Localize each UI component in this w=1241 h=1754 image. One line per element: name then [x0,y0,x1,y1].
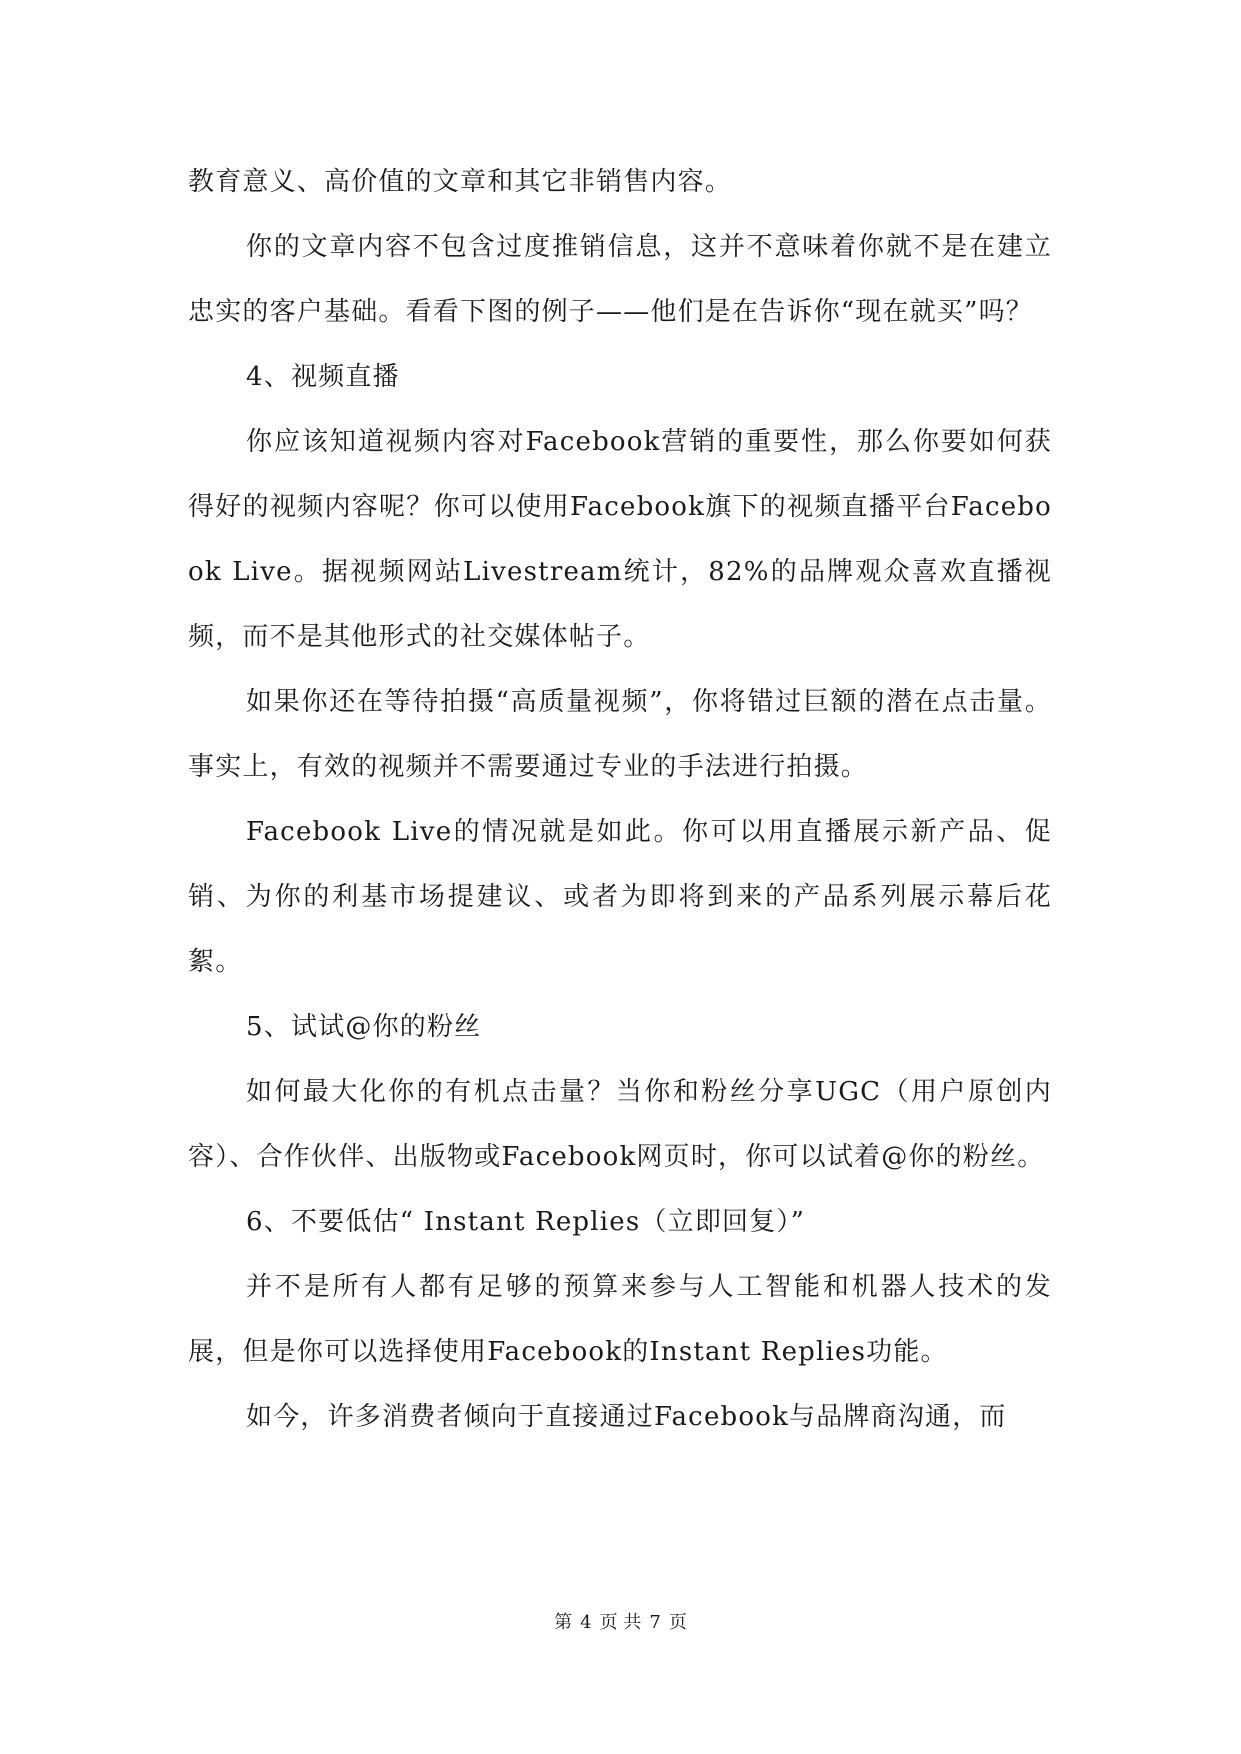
paragraph-3: 你应该知道视频内容对Facebook营销的重要性，那么你要如何获得好的视频内容呢？你可以使用Facebook旗下的视频直播平台Facebook Live。据视频网站Livestream统计，82%的品牌观众喜欢直播视频，而不是其他形式的社交媒体帖子。 [188,427,1052,652]
paragraph-1: 教育意义、高价值的文章和其它非销售内容。 [188,167,733,197]
section-heading-6: 6、不要低估“ Instant Replies（立即回复）” [246,1207,806,1237]
section-heading-4: 4、视频直播 [246,362,400,392]
footer-suffix: 页 [668,1612,687,1633]
footer-total-pages: 7 [649,1612,661,1633]
paragraph-6: 如何最大化你的有机点击量？当你和粉丝分享UGC（用户原创内容）、合作伙伴、出版物或Facebook网页时，你可以试着@你的粉丝。 [188,1077,1052,1172]
paragraph-2: 你的文章内容不包含过度推销信息，这并不意味着你就不是在建立忠实的客户基础。看看下图的例子——他们是在告诉你“现在就买”吗？ [188,232,1052,327]
paragraph-5: Facebook Live的情况就是如此。你可以用直播展示新产品、促销、为你的利基市场提建议、或者为即将到来的产品系列展示幕后花絮。 [188,817,1052,977]
paragraph-7: 并不是所有人都有足够的预算来参与人工智能和机器人技术的发展，但是你可以选择使用Facebook的Instant Replies功能。 [188,1272,1052,1367]
document-body [188,150,1052,1450]
section-heading-5: 5、试试@你的粉丝 [246,1012,482,1042]
footer-middle: 页 共 [599,1612,642,1633]
footer-current-page: 4 [580,1612,592,1633]
footer-prefix: 第 [554,1612,573,1633]
page-footer [0,1608,1241,1634]
paragraph-8: 如今，许多消费者倾向于直接通过Facebook与品牌商沟通，而 [246,1402,1007,1432]
paragraph-4: 如果你还在等待拍摄“高质量视频”，你将错过巨额的潜在点击量。事实上，有效的视频并不需要通过专业的手法进行拍摄。 [188,687,1052,782]
